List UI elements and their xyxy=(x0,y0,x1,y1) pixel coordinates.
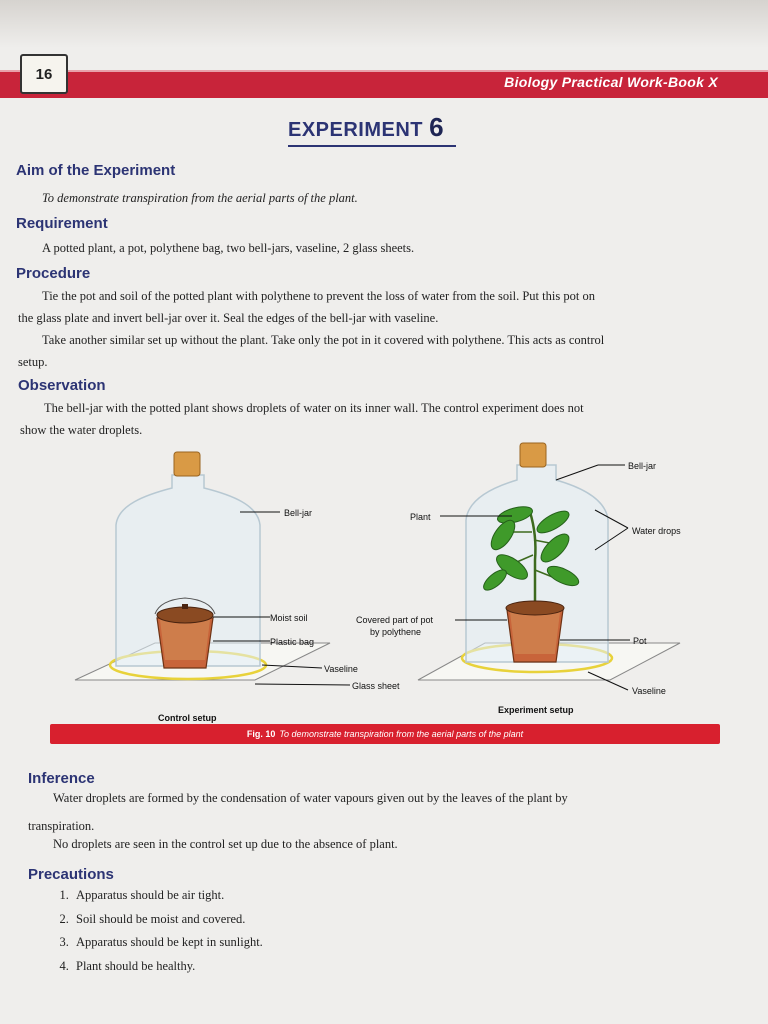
figure-caption xyxy=(50,724,720,744)
requirement-heading: Requirement xyxy=(16,215,108,232)
aim-text: To demonstrate transpiration from the aerial parts of the plant. xyxy=(42,191,358,205)
label-vaseline-mid: Vaseline xyxy=(324,664,358,674)
procedure-p1-line2: the glass plate and invert bell-jar over it. Seal the edges of the bell-jar with vaseline. xyxy=(18,311,439,325)
procedure-heading: Procedure xyxy=(16,265,91,282)
inference-p1-line2: transpiration. xyxy=(28,819,95,833)
label-control-setup: Control setup xyxy=(158,713,217,723)
inference-p2: No droplets are seen in the control set up due to the absence of plant. xyxy=(53,837,398,851)
precautions-list xyxy=(28,884,263,978)
label-vaseline-right: Vaseline xyxy=(632,686,666,696)
procedure-p1-line1: Tie the pot and soil of the potted plant with polythene to prevent the loss of water from the soil. Put this pot on xyxy=(42,289,595,303)
inference-p1-line1: Water droplets are formed by the condensation of water vapours given out by the leaves of the plant by xyxy=(53,791,568,805)
label-water-drops: Water drops xyxy=(632,526,681,536)
label-covered-pot-2: by polythene xyxy=(370,627,422,637)
cork-right xyxy=(520,443,546,467)
precaution-item: 2. Soil should be moist and covered. xyxy=(72,908,263,932)
experiment-title xyxy=(288,112,444,143)
procedure-p2-line2: setup. xyxy=(18,355,48,369)
label-glass-sheet: Glass sheet xyxy=(352,681,400,691)
label-covered-pot-1: Covered part of pot xyxy=(356,615,434,625)
page-top-shadow xyxy=(0,0,768,48)
label-experiment-setup: Experiment setup xyxy=(498,705,574,715)
label-bell-jar-right: Bell-jar xyxy=(628,461,657,471)
label-plastic-bag: Plastic bag xyxy=(270,637,315,647)
observation-line2: show the water droplets. xyxy=(20,423,143,437)
caption-label: Fig. 10 xyxy=(246,729,276,739)
aim-heading: Aim of the Experiment xyxy=(16,162,176,179)
precautions-heading: Precautions xyxy=(28,866,114,883)
label-plant: Plant xyxy=(410,512,431,522)
moist-soil-left xyxy=(157,607,213,623)
observation-line1: The bell-jar with the potted plant shows droplets of water on its inner wall. The control experiment does not xyxy=(44,401,584,415)
experiment-setup-diagram xyxy=(356,443,681,715)
precaution-item: 4. Plant should be healthy. xyxy=(72,955,263,979)
control-setup-diagram xyxy=(75,452,400,723)
experiment-number: 6 xyxy=(429,112,445,142)
soil-right xyxy=(506,601,564,615)
inference-heading: Inference xyxy=(28,770,95,787)
book-title: Biology Practical Work-Book X xyxy=(504,74,718,90)
label-bell-jar-left: Bell-jar xyxy=(284,508,313,518)
precaution-item: 1. Apparatus should be air tight. xyxy=(72,884,263,908)
caption-text: To demonstrate transpiration from the aerial parts of the plant xyxy=(279,729,524,739)
observation-heading: Observation xyxy=(18,377,106,394)
requirement-text: A potted plant, a pot, polythene bag, two bell-jars, vaseline, 2 glass sheets. xyxy=(42,241,415,255)
precaution-item: 3. Apparatus should be kept in sunlight. xyxy=(72,931,263,955)
label-pot: Pot xyxy=(633,636,647,646)
cork-left xyxy=(174,452,200,476)
page-number: 16 xyxy=(20,54,68,94)
experiment-label: EXPERIMENT xyxy=(288,119,424,141)
label-moist-soil: Moist soil xyxy=(270,613,308,623)
title-underline xyxy=(288,145,456,147)
transpiration-figure xyxy=(0,440,768,740)
procedure-p2-line1: Take another similar set up without the plant. Take only the pot in it covered with polythene. This acts as control xyxy=(42,333,605,347)
